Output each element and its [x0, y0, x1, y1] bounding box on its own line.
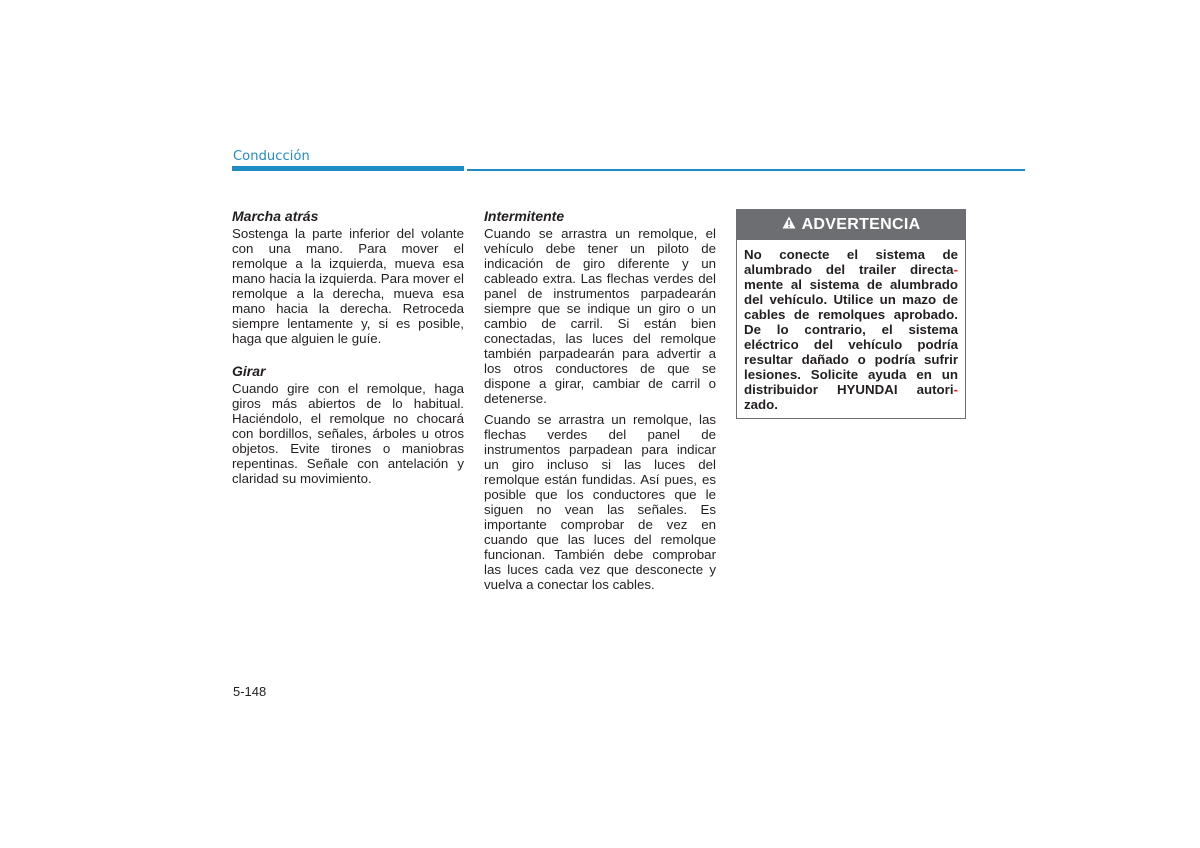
warning-title: ADVERTENCIA [801, 216, 921, 233]
warning-line: eléctrico del vehículo podría [744, 337, 958, 352]
turn-heading: Girar [232, 363, 266, 379]
middle-column [484, 208, 716, 592]
warning-line: De lo contrario, el sistema [744, 322, 958, 337]
turn-signal-paragraph-2: Cuando se arrastra un remolque, las flechas verdes del panel de instrumentos parpadean para indicar un giro incluso si las luces del remolque están fundidas. Así pues, es posible que los conductores que le siguen no vean las señales. Es importante comprobar de vez en cuando que las luces del remolque funcionan. También debe comprobar las luces cada vez que desconecte y vuelva a conectar los cables. [484, 412, 716, 592]
turn-text: Cuando gire con el remolque, haga giros más abiertos de lo habitual. Haciéndolo, el remolque no chocará con bordillos, señales, árboles u otros objetos. Evite tirones o maniobras repentinas. Señale con antelación y claridad su movimiento. [232, 381, 464, 486]
warning-line: del vehículo. Utilice un mazo de [744, 292, 958, 307]
warning-line: lesiones. Solicite ayuda en un [744, 367, 958, 382]
warning-box [736, 209, 966, 419]
warning-line: zado. [744, 397, 778, 412]
warning-triangle-icon [782, 216, 802, 234]
left-column [232, 208, 464, 486]
section-header-title: Conducción [233, 149, 310, 164]
warning-line: No conecte el sistema de [744, 247, 958, 262]
turn-signal-heading: Intermitente [484, 208, 565, 224]
warning-header [737, 210, 965, 240]
warning-line: resultar dañado o podría sufrir [744, 352, 958, 367]
warning-line: mente al sistema de alumbrado [744, 277, 958, 292]
turn-signal-paragraph-1: Cuando se arrastra un remolque, el vehículo debe tener un piloto de indicación de giro diferente y un cableado extra. Las flechas verdes del panel de instrumentos parpadearán siempre que se indique un giro o un cambio de carril. Si están bien conectadas, las luces del remolque también parpadearán para advertir a los otros conductores de que se dispone a girar, cambiar de carril o detenerse. [484, 226, 716, 406]
header-rule-thick [232, 166, 464, 171]
reverse-heading: Marcha atrás [232, 208, 319, 224]
warning-line: distribuidor HYUNDAI autori- [744, 382, 958, 397]
page-number: 5-148 [233, 684, 267, 699]
reverse-text: Sostenga la parte inferior del volante con una mano. Para mover el remolque a la izquierda, mueva esa mano hacia la izquierda. Para mover el remolque a la derecha, mueva esa mano hacia la derecha. Retroceda siempre lentamente y, si es posible, haga que alguien le guíe. [232, 226, 464, 346]
warning-line: alumbrado del trailer directa- [744, 262, 958, 277]
warning-body [737, 240, 965, 412]
warning-line: cables de remolques aprobado. [744, 307, 958, 322]
header-rule-thin [467, 169, 1025, 171]
